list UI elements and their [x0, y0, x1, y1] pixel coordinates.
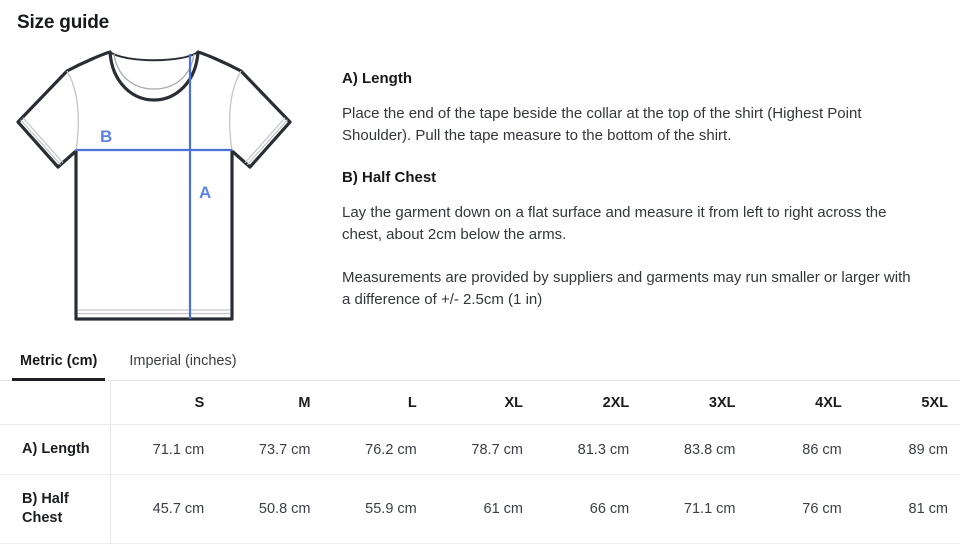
measurement-cell: 66 cm [589, 501, 630, 517]
measurement-cell: 71.1 cm [683, 501, 736, 517]
measurement-cell: 86 cm [802, 441, 842, 458]
measurement-cell: 76.2 cm [365, 441, 417, 458]
size-table [0, 381, 960, 544]
row-label-length: A) Length [0, 425, 110, 475]
size-col-header: 5XL [921, 395, 948, 411]
measurement-cell: 73.7 cm [258, 441, 311, 458]
size-col-header: S [194, 395, 205, 411]
size-table-header-row [0, 381, 960, 425]
size-col-header: 2XL [602, 395, 630, 411]
size-table-corner-cell [0, 381, 110, 425]
measurement-cell: 50.8 cm [258, 501, 311, 517]
tshirt-illustration-icon [10, 38, 306, 331]
measurement-cell: 76 cm [802, 501, 842, 517]
measurement-cell: 45.7 cm [152, 501, 205, 517]
size-col-header: 3XL [708, 395, 736, 411]
section-heading-length: A) Length [342, 70, 412, 87]
measurement-cell: 89 cm [908, 441, 948, 458]
section-heading-half-chest: B) Half Chest [342, 169, 437, 186]
measurement-cell: 78.7 cm [471, 441, 523, 458]
page-title: Size guide [17, 12, 109, 33]
measurement-cell: 81 cm [908, 501, 948, 517]
tshirt-diagram [10, 34, 316, 331]
measure-label-a: A [199, 183, 212, 202]
unit-tabs [0, 347, 960, 381]
measurement-cell: 71.1 cm [152, 441, 205, 458]
size-col-header: 4XL [815, 395, 842, 411]
instructions-column [316, 34, 928, 311]
measurement-cell: 61 cm [483, 501, 523, 517]
table-row-length [0, 425, 960, 475]
measurement-cell: 55.9 cm [365, 501, 417, 517]
size-col-header: XL [504, 395, 523, 411]
measurement-cell: 83.8 cm [683, 441, 736, 458]
section-body-half-chest: Lay the garment down on a flat surface and measure it from left to right across the chest, about 2cm below the arms. [342, 204, 887, 243]
tab-metric[interactable]: Metric (cm) [12, 347, 105, 381]
size-guide-panel [0, 12, 960, 545]
size-col-header: M [298, 395, 311, 411]
measurement-disclaimer: Measurements are provided by suppliers and garments may run smaller or larger with a difference of +/- 2.5cm (1 in) [342, 269, 911, 308]
section-body-length: Place the end of the tape beside the collar at the top of the shirt (Highest Point Shoulder). Pull the tape measure to the bottom of the shirt. [342, 105, 862, 144]
tab-imperial[interactable]: Imperial (inches) [129, 353, 237, 369]
row-label-half-chest: B) Half Chest [0, 475, 110, 544]
measurement-cell: 81.3 cm [577, 441, 630, 458]
measure-label-b: B [100, 127, 113, 146]
table-row-half-chest [0, 475, 960, 544]
size-col-header: L [407, 395, 417, 411]
content-row [0, 34, 960, 331]
